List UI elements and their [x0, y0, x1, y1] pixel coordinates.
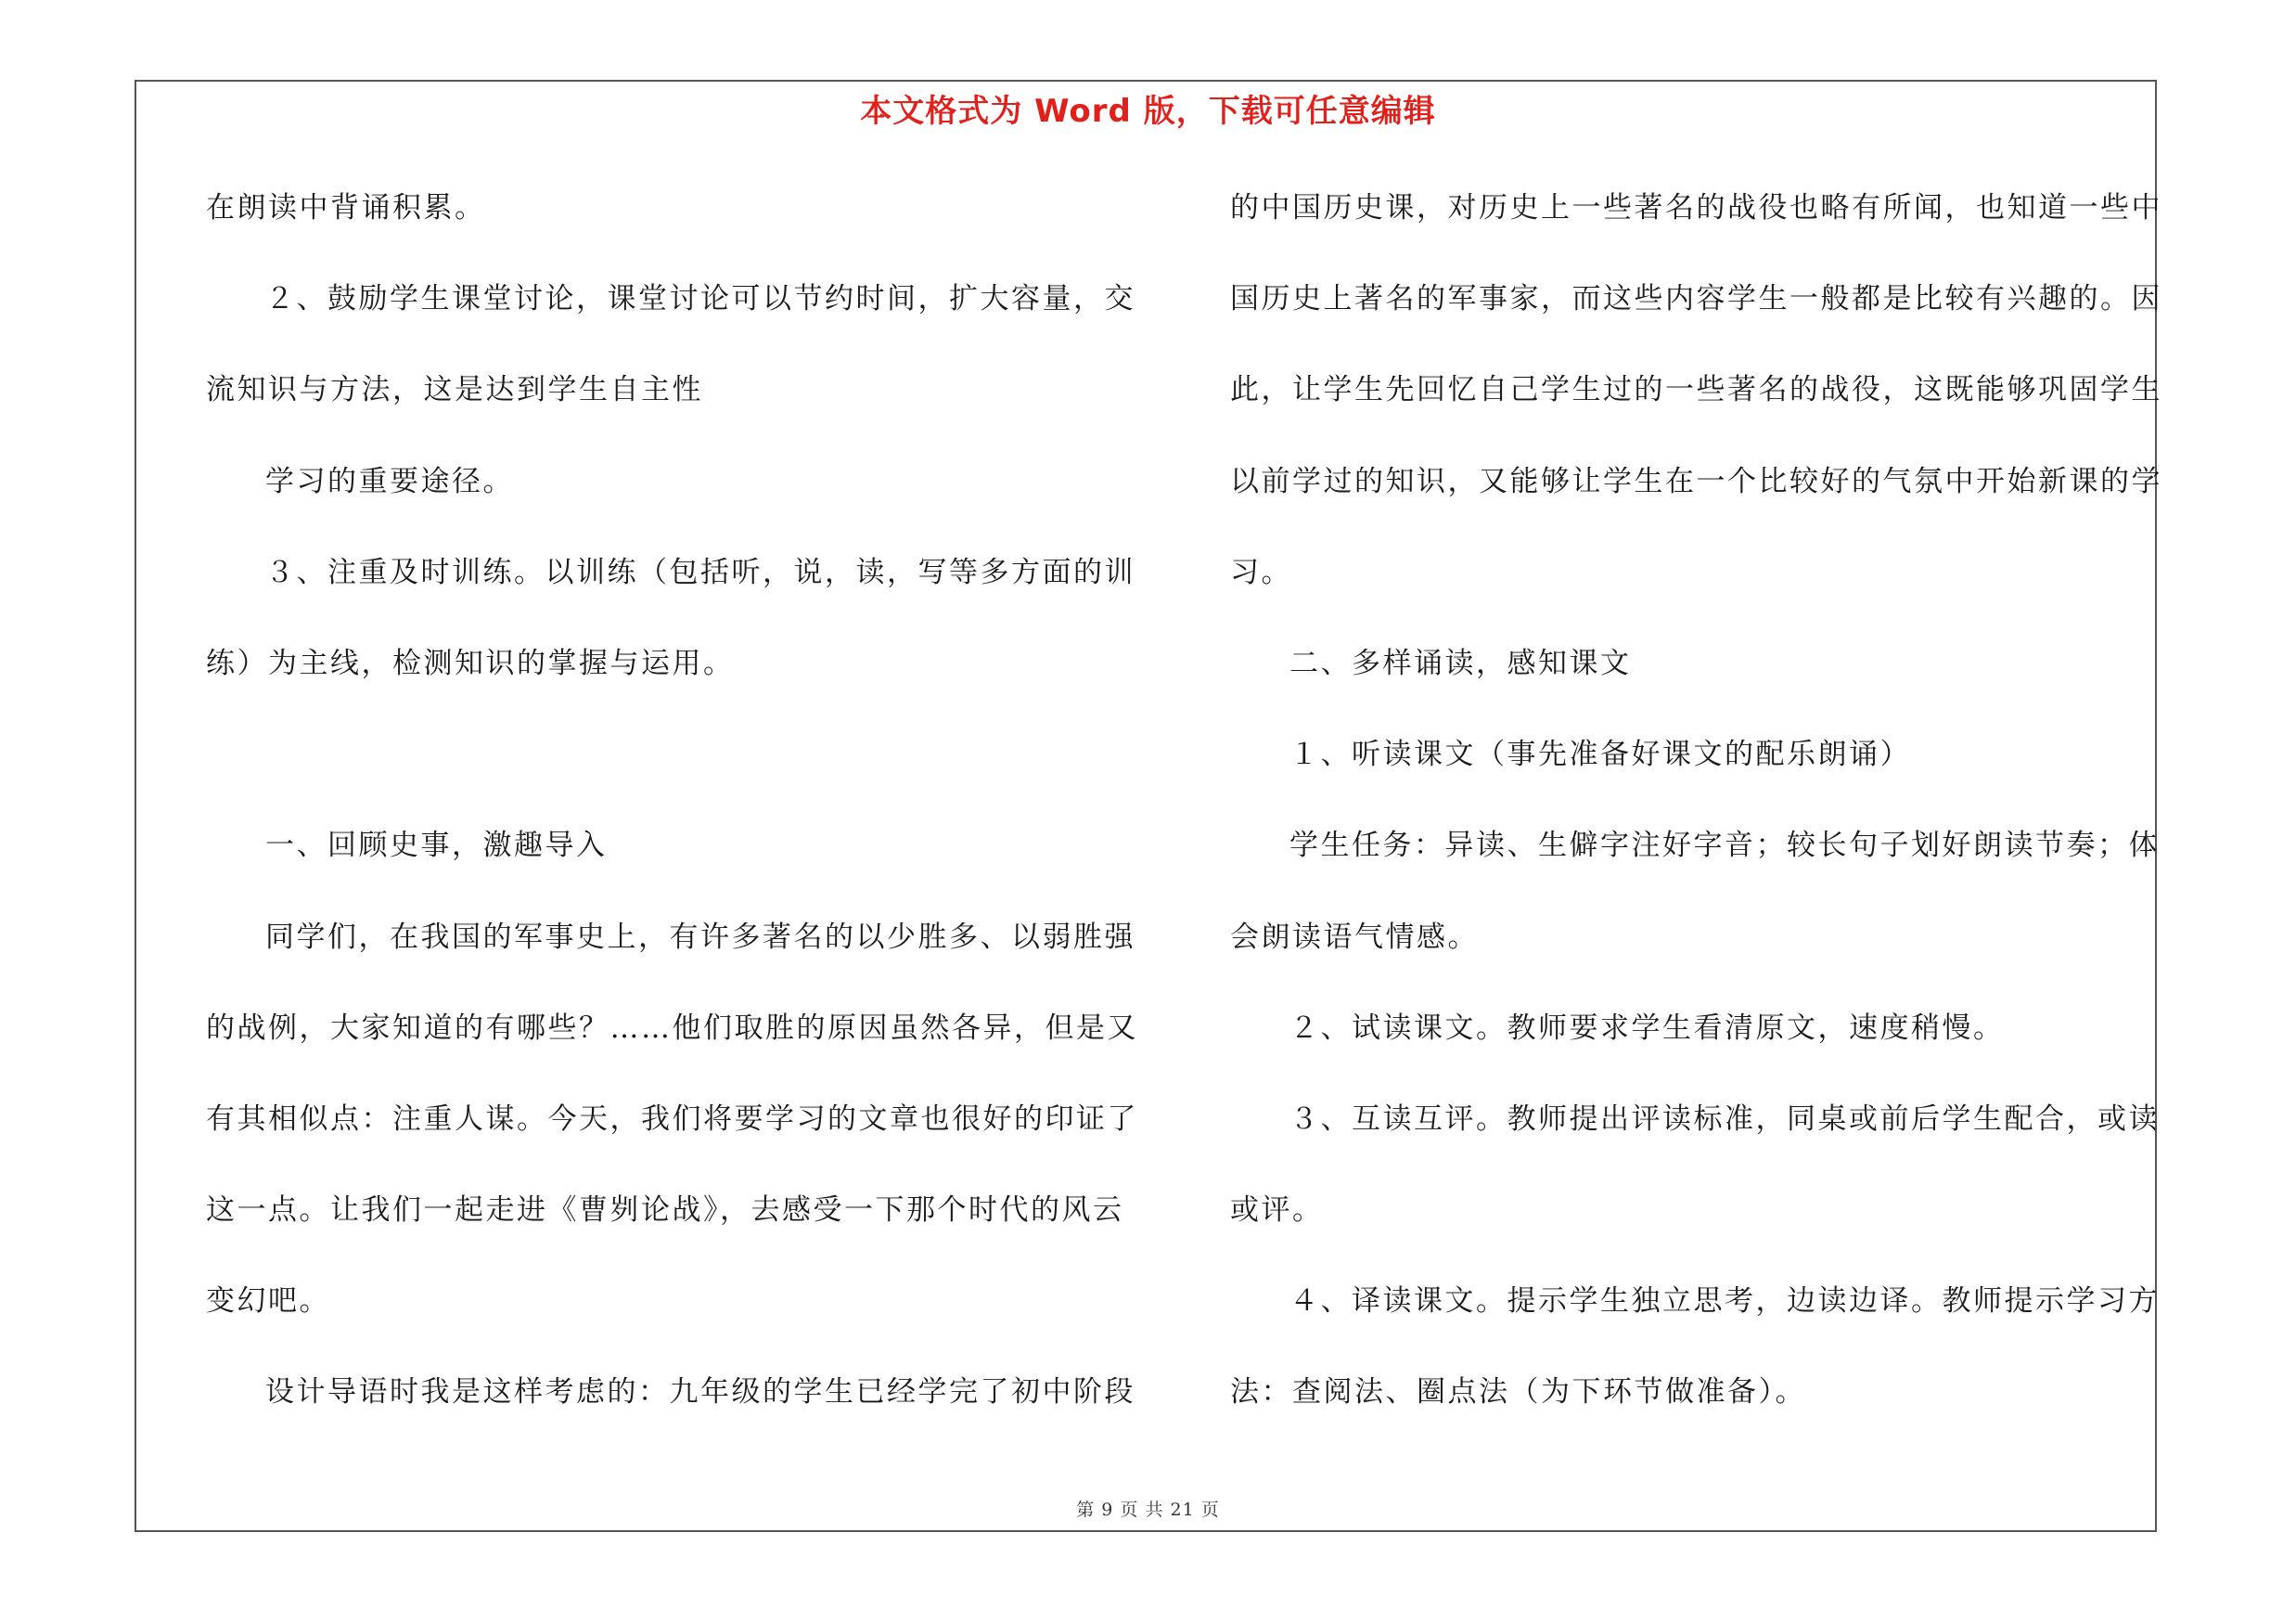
text-line: 的中国历史课，对历史上一些著名的战役也略有所闻，也知道一些中: [1230, 191, 2162, 225]
text-line: 流知识与方法，这是达到学生自主性: [206, 373, 703, 407]
page-number-footer: 第 9 页 共 21 页: [1076, 1500, 1220, 1520]
text-line: 在朗读中背诵积累。: [206, 191, 486, 225]
format-banner: 本文格式为 Word 版，下载可任意编辑: [860, 93, 1436, 130]
right-text-column: [1230, 186, 2162, 1462]
text-line: [206, 732, 1124, 823]
text-line: 此，让学生先回忆自己学生过的一些著名的战役，这既能够巩固学生: [1230, 373, 2162, 407]
text-line: 或评。: [1230, 1193, 1324, 1228]
text-line: 会朗读语气情感。: [1230, 920, 1479, 954]
text-line: 学生任务：异读、生僻字注好字音；较长句子划好朗读节奏；体: [1289, 829, 2160, 863]
left-text-column: [206, 186, 1138, 1462]
text-line: 练）为主线，检测知识的掌握与运用。: [206, 646, 735, 680]
text-line: ３、互读互评。教师提出评读标准，同桌或前后学生配合，或读: [1289, 1101, 2160, 1136]
text-line: 习。: [1230, 555, 1292, 589]
text-line: 二、多样诵读，感知课文: [1289, 646, 1632, 680]
text-line: ２、试读课文。教师要求学生看清原文，速度稍慢。: [1289, 1011, 2005, 1045]
text-line: １、听读课文（事先准备好课文的配乐朗诵）: [1289, 738, 1911, 772]
text-line: 法：查阅法、圈点法（为下环节做准备）。: [1230, 1375, 1806, 1410]
text-line: 国历史上著名的军事家，而这些内容学生一般都是比较有兴趣的。因: [1230, 282, 2162, 316]
text-line: 以前学过的知识，又能够让学生在一个比较好的气氛中开始新课的学: [1230, 464, 2162, 498]
text-line: ４、译读课文。提示学生独立思考，边读边译。教师提示学习方: [1289, 1284, 2160, 1319]
text-line: 的战例，大家知道的有哪些？……他们取胜的原因虽然各异，但是又: [206, 1011, 1138, 1045]
text-line: 同学们，在我国的军事史上，有许多著名的以少胜多、以弱胜强: [265, 920, 1135, 954]
text-line: 设计导语时我是这样考虑的：九年级的学生已经学完了初中阶段: [265, 1375, 1135, 1410]
text-line: ２、鼓励学生课堂讨论，课堂讨论可以节约时间，扩大容量，交: [265, 282, 1135, 316]
text-line: 变幻吧。: [206, 1284, 330, 1319]
text-line: 学习的重要途径。: [265, 464, 514, 498]
text-line: 一、回顾史事，激趣导入: [265, 829, 608, 863]
text-line: 这一点。让我们一起走进《曹刿论战》，去感受一下那个时代的风云: [206, 1193, 1124, 1228]
text-line: ３、注重及时训练。以训练（包括听，说，读，写等多方面的训: [265, 555, 1135, 589]
text-line: 有其相似点：注重人谋。今天，我们将要学习的文章也很好的印证了: [206, 1101, 1138, 1136]
